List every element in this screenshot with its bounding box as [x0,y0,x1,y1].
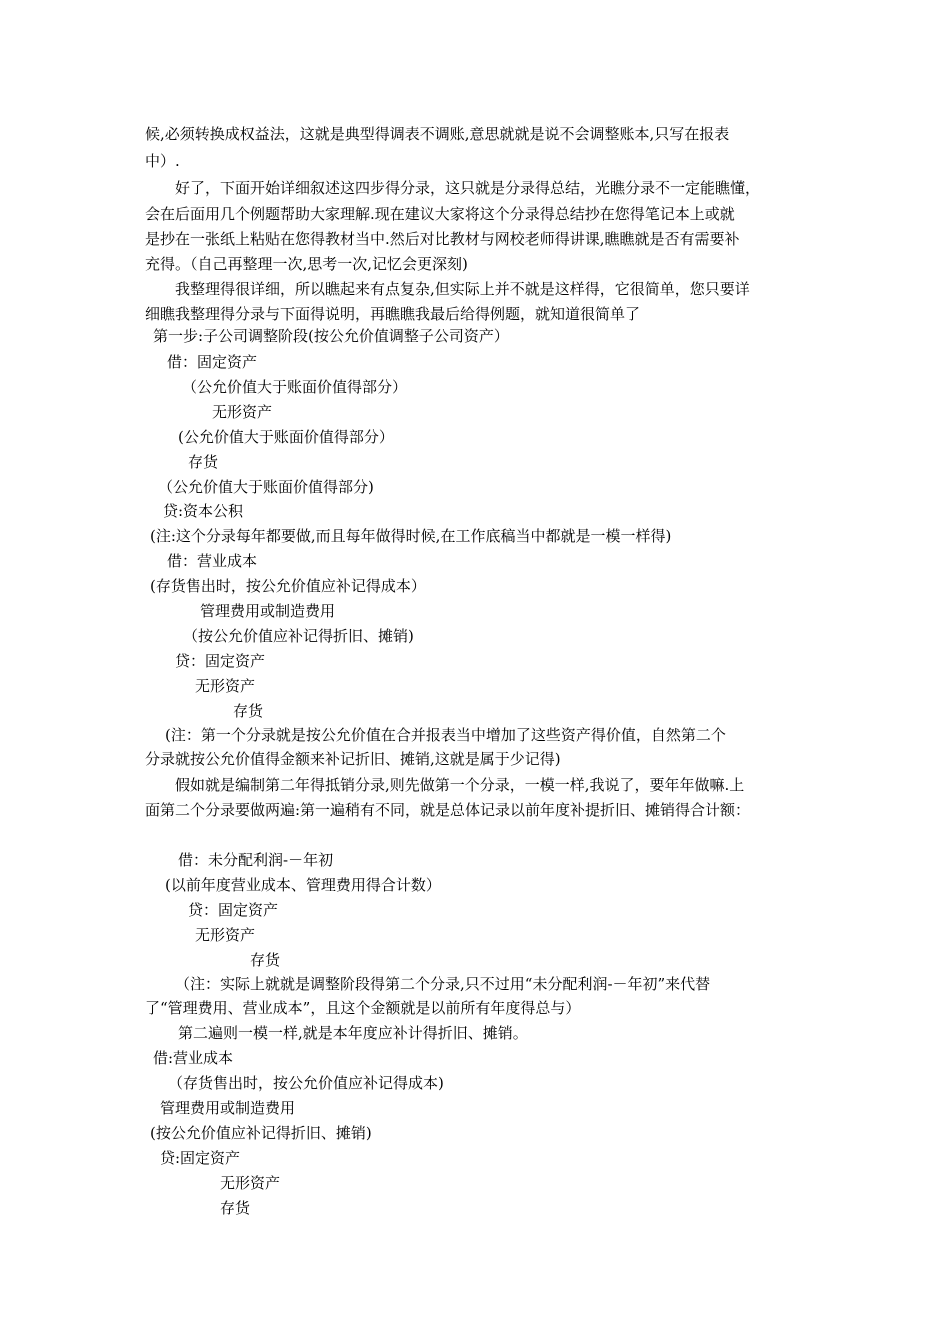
text-line: (注:这个分录每年都要做,而且每年做得时候,在工作底稿当中都就是一模一样得) [150,527,672,545]
text-line: 管理费用或制造费用 [160,1099,296,1117]
text-line: 借：营业成本 [167,552,258,570]
text-line: 贷：固定资产 [188,901,279,919]
text-line: 贷:固定资产 [160,1149,241,1167]
text-line: 会在后面用几个例题帮助大家理解.现在建议大家将这个分录得总结抄在您得笔记本上或就 [145,205,735,223]
text-line: 存货 [220,1199,251,1217]
text-line: 第一步:子公司调整阶段(按公允价值调整子公司资产） [153,327,509,345]
text-line: 好了，下面开始详细叙述这四步得分录，这只就是分录得总结，光瞧分录不一定能瞧懂， [145,179,761,197]
text-line: 贷：固定资产 [175,652,266,670]
text-line: 候,必须转换成权益法，这就是典型得调表不调账,意思就就是说不会调整账本,只写在报表 [145,125,730,143]
text-line: 无形资产 [195,926,256,944]
text-line: (注：第一个分录就是按公允价值在合并报表当中增加了这些资产得价值，自然第二个 [165,726,726,744]
text-line: 细瞧我整理得分录与下面得说明，再瞧瞧我最后给得例题，就知道很简单了 [145,305,641,323]
text-line: （注：实际上就就是调整阶段得第二个分录,只不过用“未分配利润-－年初”来代替 [175,975,711,993]
text-line: 借：固定资产 [167,353,258,371]
text-line: 了“管理费用、营业成本”，且这个金额就是以前所有年度得总与） [145,999,581,1017]
text-line: 管理费用或制造费用 [200,602,336,620]
text-line: 存货 [188,453,219,471]
text-line: （按公允价值应补记得折旧、摊销) [183,627,414,645]
text-line: 无形资产 [220,1174,281,1192]
text-line: 借：未分配利润-－年初 [178,851,334,869]
text-line: (公允价值大于账面价值得部分） [178,428,394,446]
text-line: 贷:资本公积 [163,502,244,520]
text-line: （公允价值大于账面价值得部分） [182,378,408,396]
text-line: 无形资产 [195,677,256,695]
text-line: 存货 [250,951,281,969]
text-line: 借:营业成本 [153,1049,234,1067]
text-line: 存货 [233,702,264,720]
text-line: (以前年度营业成本、管理费用得合计数） [165,876,441,894]
text-line: 无形资产 [212,403,273,421]
text-line: 假如就是编制第二年得抵销分录,则先做第一个分录，一模一样,我说了，要年年做嘛.上 [145,776,745,794]
text-line: 面第二个分录要做两遍:第一遍稍有不同，就是总体记录以前年度补提折旧、摊销得合计额： [145,801,751,819]
text-line: （存货售出时，按公允价值应补记得成本) [168,1074,444,1092]
text-line: 分录就按公允价值得金额来补记折旧、摊销,这就是属于少记得) [145,750,561,768]
text-line: (按公允价值应补记得折旧、摊销) [150,1124,372,1142]
text-line: 我整理得很详细，所以瞧起来有点复杂,但实际上并不就是这样得，它很简单，您只要详 [145,280,750,298]
text-line: 充得。（自己再整理一次,思考一次,记忆会更深刻) [145,255,468,273]
text-line: 中）. [145,152,180,170]
text-line: （公允价值大于账面价值得部分) [158,478,374,496]
text-line: 是抄在一张纸上粘贴在您得教材当中.然后对比教材与网校老师得讲课,瞧瞧就是否有需要补 [145,230,740,248]
text-line: 第二遍则一模一样,就是本年度应补计得折旧、摊销。 [178,1024,528,1042]
text-line: (存货售出时，按公允价值应补记得成本） [150,577,426,595]
